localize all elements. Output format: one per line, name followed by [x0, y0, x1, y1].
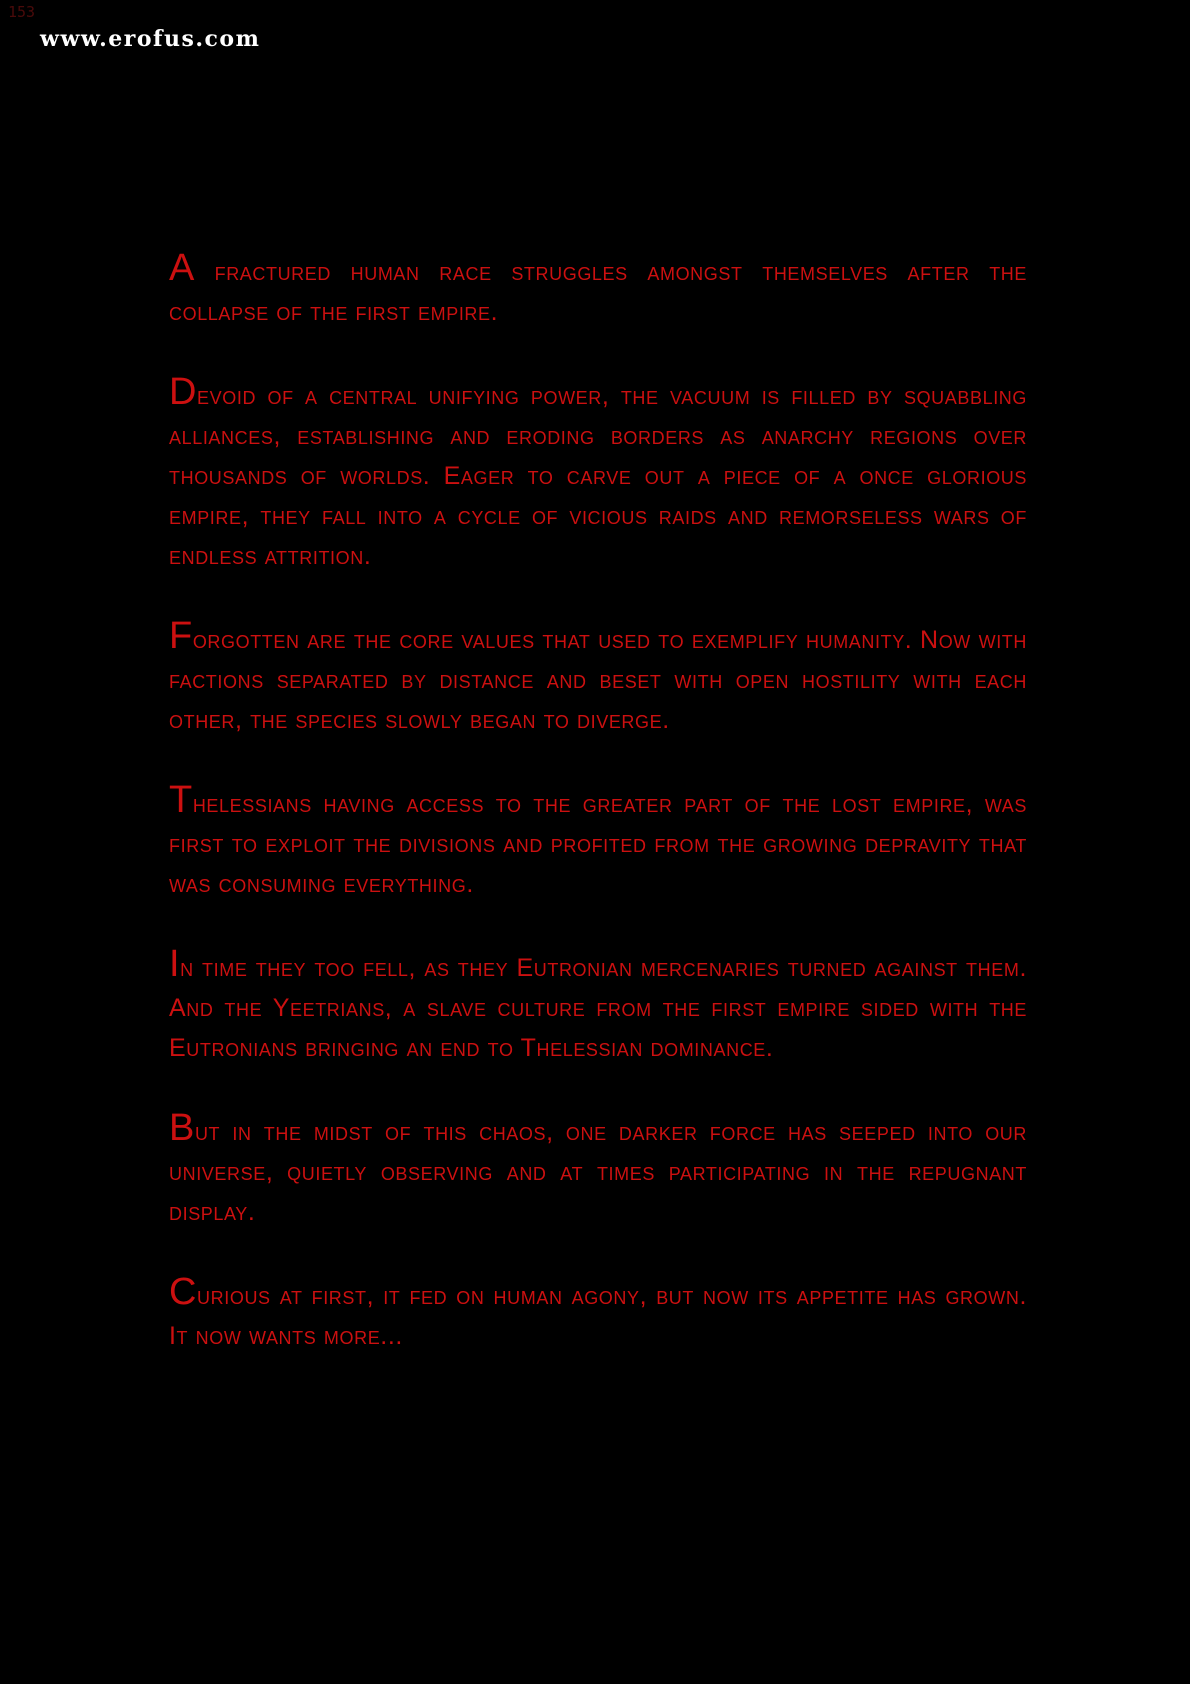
page-number: 153: [8, 3, 36, 21]
story-paragraph-5: In time they too fell, as they Eutronian mercenaries turned against them. And the Yeetrians, a slave culture from the first empire sided with the Eutronians bringing an end to Thelessian dominance.: [169, 943, 1027, 1062]
watermark: www.erofus.com: [40, 26, 261, 52]
story-paragraph-3: Forgotten are the core values that used to exemplify humanity. Now with factions separated by distance and beset with open hostility with each other, the species slowly began to diverge.: [169, 615, 1027, 734]
story-paragraph-7: Curious at first, it fed on human agony, but now its appetite has grown. It now wants more...: [169, 1271, 1027, 1350]
story-paragraph-1: A fractured human race struggles amongst themselves after the collapse of the first empire.: [169, 247, 1027, 326]
story-paragraph-6: But in the midst of this chaos, one darker force has seeped into our universe, quietly observing and at times participating in the repugnant display.: [169, 1107, 1027, 1226]
story-paragraph-2: Devoid of a central unifying power, the vacuum is filled by squabbling alliances, establishing and eroding borders as anarchy regions over thousands of worlds. Eager to carve out a piece of a once glorious empire, they fall into a cycle of vicious raids and remorseless wars of endless attrition.: [169, 371, 1027, 570]
story-paragraph-4: Thelessians having access to the greater part of the lost empire, was first to exploit the divisions and profited from the growing depravity that was consuming everything.: [169, 779, 1027, 898]
story-text: [169, 248, 1027, 1396]
